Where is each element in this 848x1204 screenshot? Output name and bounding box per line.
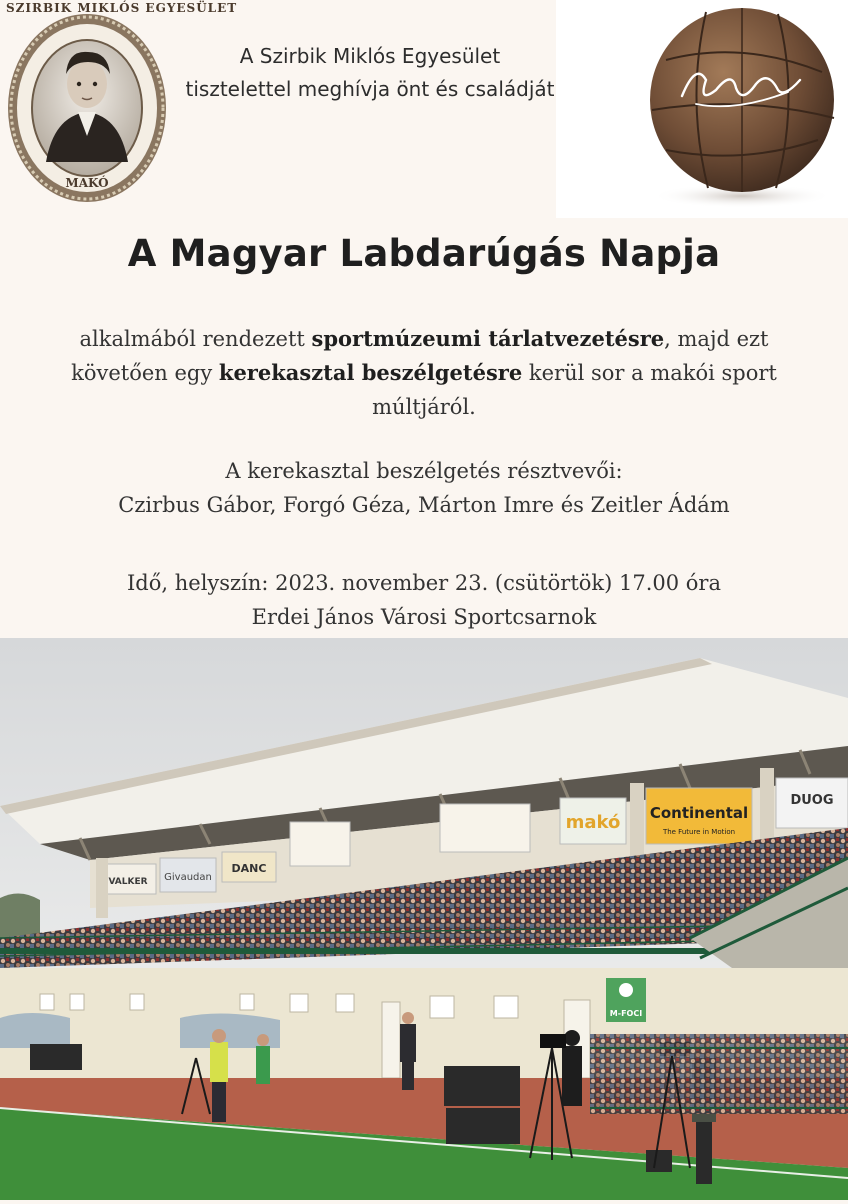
intro-line-1: A Szirbik Miklós Egyesület: [239, 44, 501, 68]
sign-givaudan: Givaudan: [164, 872, 212, 883]
invitation-intro: [170, 40, 570, 106]
logo-ring-text: SZIRBIK MIKLÓS EGYESÜLET: [6, 1, 238, 15]
participants-names: Czirbus Gábor, Forgó Géza, Márton Imre és Zeitler Ádám: [118, 493, 730, 517]
stadium-photo: [0, 638, 848, 1200]
intro-line-2: tisztelettel meghívja önt és családját: [185, 77, 555, 101]
event-details: [30, 566, 818, 634]
desc-text-1: alkalmából rendezett: [79, 327, 312, 351]
event-description: [30, 322, 818, 424]
sign-valker: VALKER: [108, 877, 148, 887]
sign-continental: Continental: [649, 804, 749, 822]
sign-duog: DUOG: [790, 793, 834, 808]
event-time: Idő, helyszín: 2023. november 23. (csütörtök) 17.00 óra: [127, 571, 721, 595]
sign-continental-tagline: The Future in Motion: [662, 828, 736, 836]
sign-mako: makó: [565, 812, 621, 833]
desc-bold-museum-tour: sportmúzeumi tárlatvezetésre: [311, 326, 665, 351]
desc-bold-roundtable: kerekasztal beszélgetésre: [218, 360, 523, 385]
desc-text-2: , majd ezt követően egy: [71, 327, 769, 385]
event-venue: Erdei János Városi Sportcsarnok: [251, 605, 597, 629]
event-title: A Magyar Labdarúgás Napja: [127, 232, 721, 275]
participants-heading: A kerekasztal beszélgetés résztvevői:: [225, 459, 623, 483]
vintage-football-image: [556, 0, 848, 218]
logo-city: MAKÓ: [65, 176, 109, 190]
desc-text-3: kerül sor a makói sport múltjáról.: [372, 361, 777, 419]
participants-block: [30, 454, 818, 522]
ball-signature: Puskás Ferenc: [742, 82, 750, 83]
sign-danc: DANC: [231, 862, 267, 875]
sign-mfoci: M-FOCI: [609, 1009, 643, 1018]
association-logo: [6, 1, 238, 204]
